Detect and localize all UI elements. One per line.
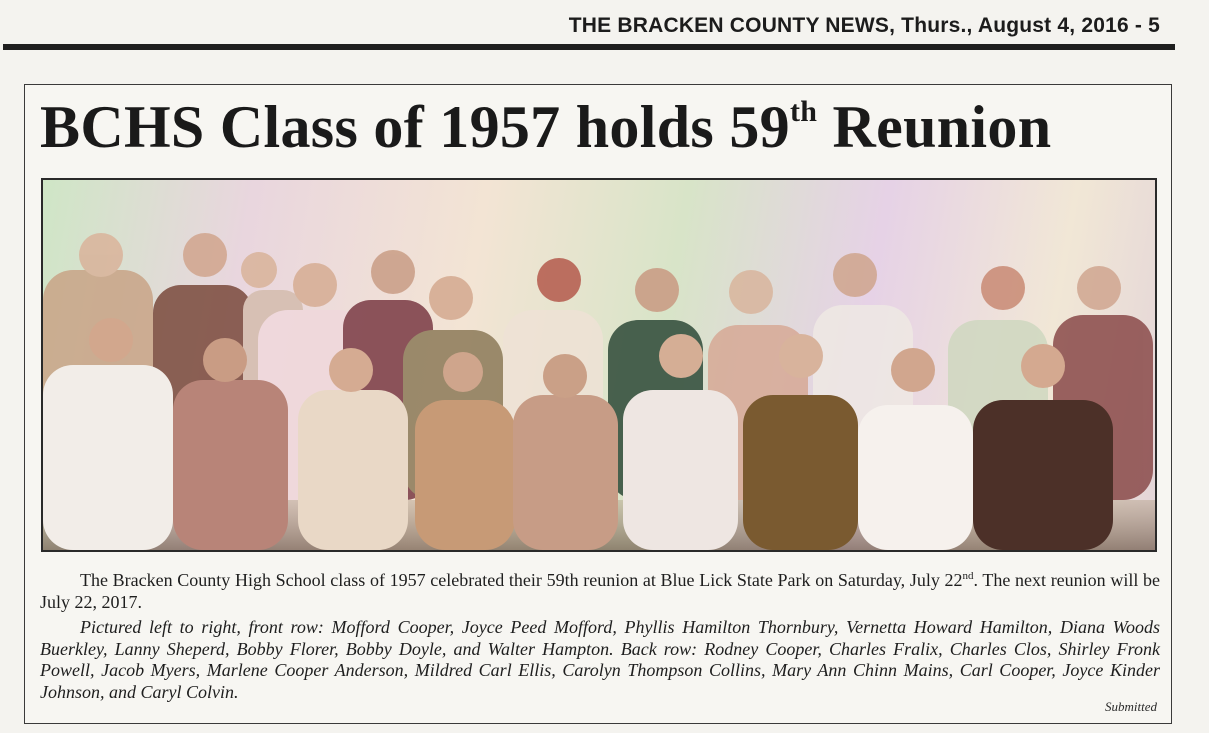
caption-p1-text: The Bracken County High School class of 1957 celebrated their 59th reunion at Blue Lick State Park on Saturday, July 22: [80, 570, 963, 590]
caption-p1-text-end: . The next reunion will be July 22, 2017.: [40, 570, 1161, 612]
reunion-group-photo: [41, 178, 1157, 552]
article-headline: [40, 92, 1170, 162]
photo-caption: [40, 570, 1160, 703]
headline-superscript: th: [789, 95, 818, 128]
caption-p1-superscript: nd: [962, 570, 974, 582]
headline-suffix: Reunion: [817, 94, 1052, 160]
newspaper-masthead: THE BRACKEN COUNTY NEWS, Thurs., August 4, 2016 - 5: [568, 14, 1160, 37]
headline-prefix: BCHS Class of 1957 holds 59: [40, 94, 790, 160]
photo-credit: Submitted: [1105, 699, 1157, 714]
masthead-rule: [3, 44, 1175, 50]
group-photo-illustration: [43, 180, 1155, 550]
caption-paragraph-1: [40, 570, 1160, 613]
caption-paragraph-names: Pictured left to right, front row: Mofford Cooper, Joyce Peed Mofford, Phyllis Hamilton Thornbury, Vernetta Howard Hamilton, Diana Woods Buerkley, Lanny Sheperd, Bobby Florer, Bobby Doyle, and Walter Hampton. Back row: Rodney Cooper, Charles Fralix, Charles Clos, Shirley Fronk Powell, Jacob Myers, Marlene Cooper Anderson, Mildred Carl Ellis, Carolyn Thompson Collins, Mary Ann Chinn Mains, Carl Cooper, Joyce Kinder Johnson, and Caryl Colvin.: [40, 617, 1160, 702]
